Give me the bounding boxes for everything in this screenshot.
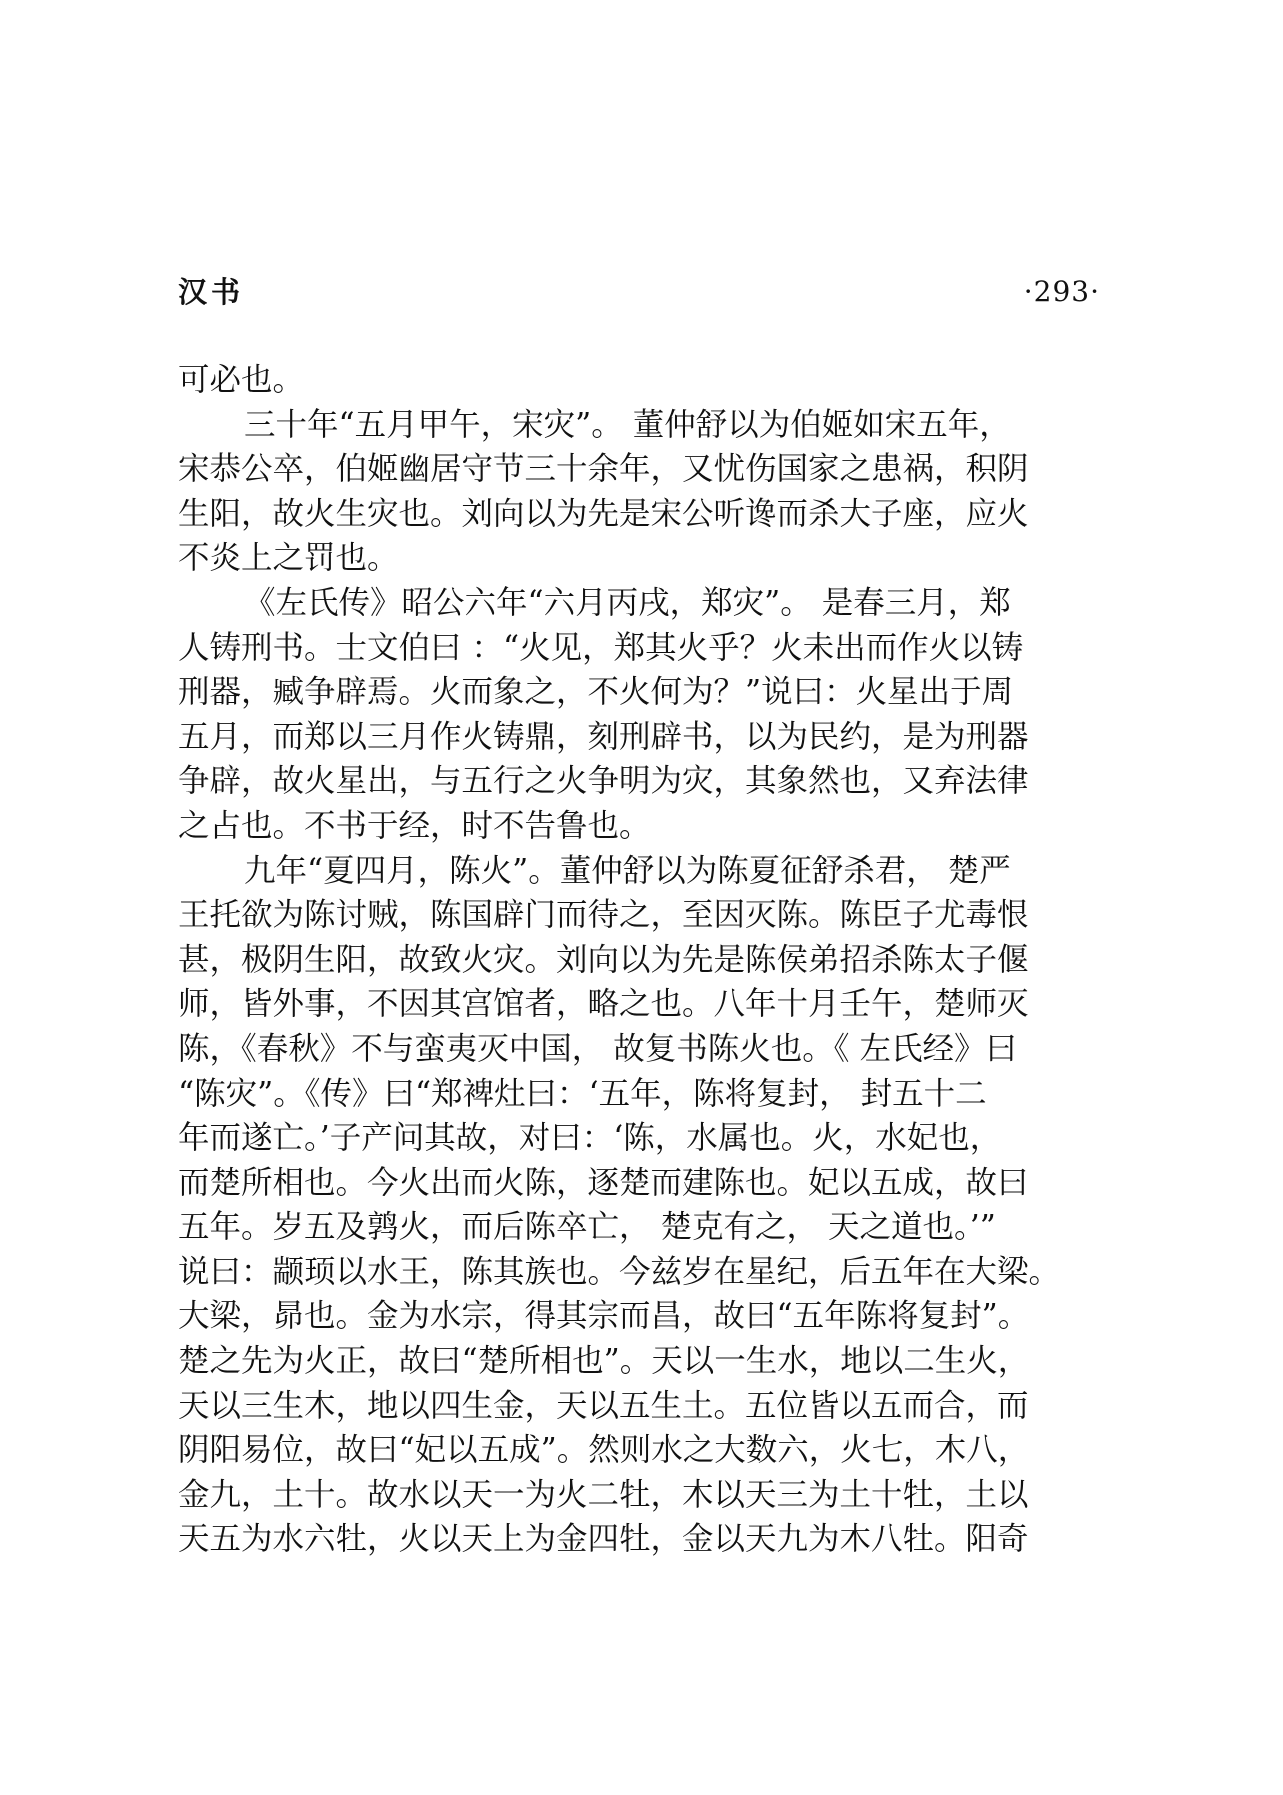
running-header [178, 270, 1100, 314]
text-line: 天以三生木，地以四生金，天以五生土。五位皆以五而合，而 [178, 1387, 1029, 1424]
text-line: 五月，而郑以三月作火铸鼎，刻刑辟书，以为民约，是为刑器 [178, 718, 1029, 755]
text-line: 大梁，昴也。金为水宗，得其宗而昌，故曰“五年陈将复封”。 [178, 1298, 1030, 1335]
text-line: 王托欲为陈讨贼，陈国辟门而待之，至因灭陈。陈臣子尤毒恨 [178, 897, 1029, 934]
text-line: 说曰：颛顼以水王，陈其族也。今兹岁在星纪，后五年在大梁。 [178, 1253, 1061, 1290]
text-line: 年而遂亡。’子产问其故，对曰：‘陈，水属也。火，水妃也， [178, 1120, 1002, 1157]
text-line: 刑器，臧争辟焉。火而象之，不火何为？”说曰：火星出于周 [178, 674, 1014, 711]
text-line: “陈灾”。《传》曰“郑裨灶曰：‘五年，陈将复封， 封五十二 [178, 1075, 987, 1112]
text-line: 《左氏传》昭公六年“六月丙戌，郑灾”。 是春三月，郑 [244, 584, 1011, 621]
text-line: 可必也。 [178, 362, 305, 398]
text-line: 三十年“五月甲午，宋灾”。 董仲舒以为伯姬如宋五年， [244, 406, 1011, 443]
text-line: 天五为水六牡，火以天上为金四牡，金以天九为木八牡。阳奇 [178, 1521, 1029, 1558]
text-line: 人铸刑书。士文伯曰 ：“火见，郑其火乎？火未出而作火以铸 [178, 629, 1024, 666]
text-line: 甚，极阴生阳，故致火灾。刘向以为先是陈侯弟招杀陈太子偃 [178, 941, 1029, 978]
text-line: 生阳，故火生灾也。刘向以为先是宋公听谗而杀大子座，应火 [178, 495, 1029, 532]
page-number: ·293· [1023, 275, 1100, 308]
text-line: 之占也。不书于经，时不告鲁也。 [178, 807, 651, 844]
book-title: 汉书 [178, 275, 245, 309]
text-line: 楚之先为火正，故曰“楚所相也”。天以一生水，地以二生火， [178, 1343, 1030, 1380]
body-text [178, 358, 1088, 1562]
text-line: 陈，《春秋》不与蛮夷灭中国， 故复书陈火也。《 左氏经》曰 [178, 1030, 1018, 1067]
text-line: 宋恭公卒，伯姬幽居守节三十余年，又忧伤国家之患祸，积阴 [178, 451, 1029, 488]
text-line: 师，皆外事，不因其宫馆者，略之也。八年十月壬午，楚师灭 [178, 986, 1029, 1023]
text-line: 五年。岁五及鹑火，而后陈卒亡， 楚克有之， 天之道也。’” [178, 1209, 996, 1246]
text-line: 争辟，故火星出，与五行之火争明为灾，其象然也，又弃法律 [178, 763, 1029, 800]
text-line: 不炎上之罚也。 [178, 540, 399, 577]
text-line: 金九，土十。故水以天一为火二牡，木以天三为土十牡，土以 [178, 1476, 1029, 1513]
text-line: 而楚所相也。今火出而火陈，逐楚而建陈也。妃以五成，故曰 [178, 1164, 1029, 1201]
text-line: 阴阳易位，故曰“妃以五成”。然则水之大数六，火七，木八， [178, 1432, 1030, 1469]
text-line: 九年“夏四月，陈火”。董仲舒以为陈夏征舒杀君， 楚严 [244, 852, 1011, 889]
